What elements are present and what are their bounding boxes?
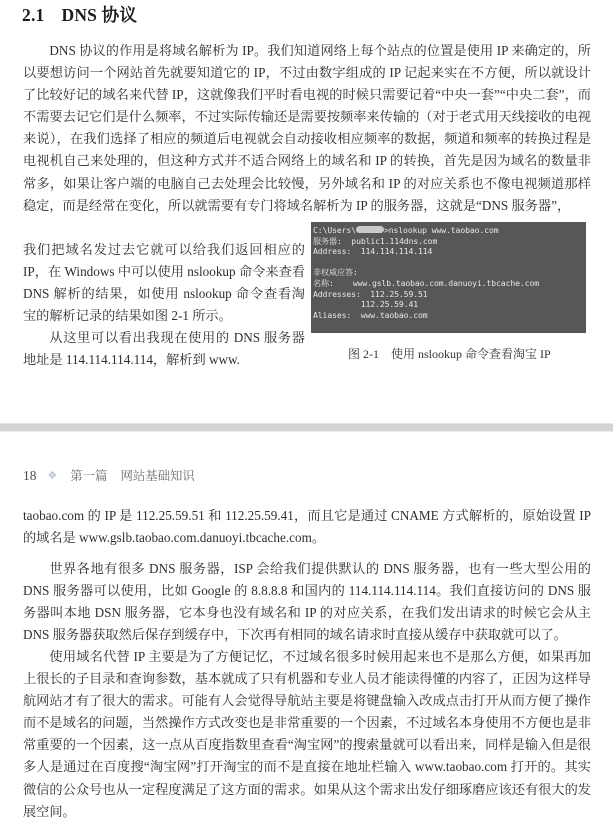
terminal-line: Addresses: 112.25.59.51 <box>313 288 428 299</box>
terminal-line: Address: 114.114.114.114 <box>313 246 433 257</box>
paragraph-dns-server-address: 从这里可以看出我现在使用的 DNS 服务器地址是 114.114.114.114，解析到 www. <box>23 330 305 368</box>
terminal-line: 非权威应答: <box>313 267 358 278</box>
terminal-line: 名称: www.gslb.taobao.com.danuoyi.tbcache.com <box>313 277 539 288</box>
paragraph-taobao-ip-continuation: taobao.com 的 IP 是 112.25.59.51 和 112.25.59.41，而且它是通过 CNAME 方式解析的，原始设置 IP 的域名是 www.gslb.taobao.com.danuoyi.tbcache.com。 <box>23 508 591 546</box>
paragraph-nslookup-usage: 我们把域名发过去它就可以给我们返回相应的 IP，在 Windows 中可以使用 nslookup 命令来查看 DNS 解析的结果，如使用 nslookup 命令查看淘宝的解析记录的结果如图 2-1 所示。 <box>23 242 305 324</box>
chapter-label: 网站基础知识 <box>120 469 195 483</box>
figure-caption-text: 使用 nslookup 命令查看淘宝 IP <box>391 347 551 361</box>
section-number: 2.1 <box>22 5 45 25</box>
section-title: DNS 协议 <box>61 5 138 25</box>
terminal-blank-line <box>313 257 586 268</box>
section-heading <box>22 2 137 27</box>
paragraph-column-beside-figure <box>23 239 305 372</box>
terminal-line: 服务器: public1.114dns.com <box>313 235 438 246</box>
paragraph-public-dns-servers: 世界各地有很多 DNS 服务器，ISP 会给我们提供默认的 DNS 服务器，也有一些大型公用的 DNS 服务器可以使用，比如 Google 的 8.8.8.8 和国内的 114.114.114.114。我们直接访问的 DNS 服务器叫本地 DSN 服务器，它本身也没有域名和 IP 的对应关系，在我们发出请求的时候它会从主 DNS 服务器获取然后保存到缓存中，下次再有相同的域名请求时直接从缓存中获取就可以了。 <box>23 561 591 643</box>
terminal-line: Aliases: www.taobao.com <box>313 309 428 320</box>
paragraph-domain-vs-ip: 使用域名代替 IP 主要是为了方便记忆，不过域名很多时候用起来也不是那么方便，如果再加上很长的子目录和查询参数，基本就成了只有机器和专业人员才能读得懂的内容了，正因为这样导航网站才有了很大的需求。可能有人会觉得导航站主要是将键盘输入改成点击打开从而方便了操作而不是域名的问题，当然操作方式改变也是非常重要的一个因素，不过域名本身使用不方便也是非常重要的一个因素，这一点从百度指数里查看“淘宝网”的搜索量就可以看出来，同样是输入但是很多人是通过在百度搜“淘宝网”打开淘宝的而不是直接在地址栏输入 www.taobao.com 打开的。其实微信的公众号也从一定程度满足了这方面的需求。如果从这个需求出发仔细琢磨应该还有很大的发展空间。 <box>23 649 591 819</box>
diamond-ornament-icon: ❖ <box>47 470 58 482</box>
terminal-line: 112.25.59.41 <box>313 299 419 310</box>
figure-label: 图 2-1 <box>348 347 379 361</box>
redaction-blob-icon <box>356 226 384 233</box>
part-label: 第一篇 <box>70 469 108 483</box>
paragraph-dns-intro: DNS 协议的作用是将域名解析为 IP。我们知道网络上每个站点的位置是使用 IP 来确定的，所以要想访问一个网站首先就要知道它的 IP，不过由数字组成的 IP 记起来实在不方便，所以就设计了比较好记的域名来代替 IP，这就像我们平时看电视的时候只需要记着“中央一套”“中央二套”，而不需要去记它们是什么频率，不过实际传输还是需要按频率来传输的（对于老式用天线接收的电视来说），在我们选择了相应的频道后电视就会自动接收相应频率的数据，频道和频率的转换过程是电视机自己来处理的，但这种方式并不适合网络上的域名和 IP 的转换，首先是因为域名的数量非常多，如果让客户端的电脑自己去处理会比较慢，另外域名和 IP 的对应关系也不像电视频道那样稳定，而是经常在变化，所以就需要有专门将域名解析为 IP 的服务器，这就是“DNS 服务器”， <box>23 43 591 213</box>
page-number: 18 <box>23 468 37 483</box>
document-page-two <box>0 430 613 824</box>
terminal-screenshot-nslookup <box>311 222 586 333</box>
terminal-command: >nslookup www.taobao.com <box>383 225 499 235</box>
figure-caption <box>348 345 551 362</box>
running-head <box>23 466 195 484</box>
terminal-prompt-prefix: C:\Users\ <box>313 225 356 235</box>
terminal-prompt-line <box>313 225 586 236</box>
